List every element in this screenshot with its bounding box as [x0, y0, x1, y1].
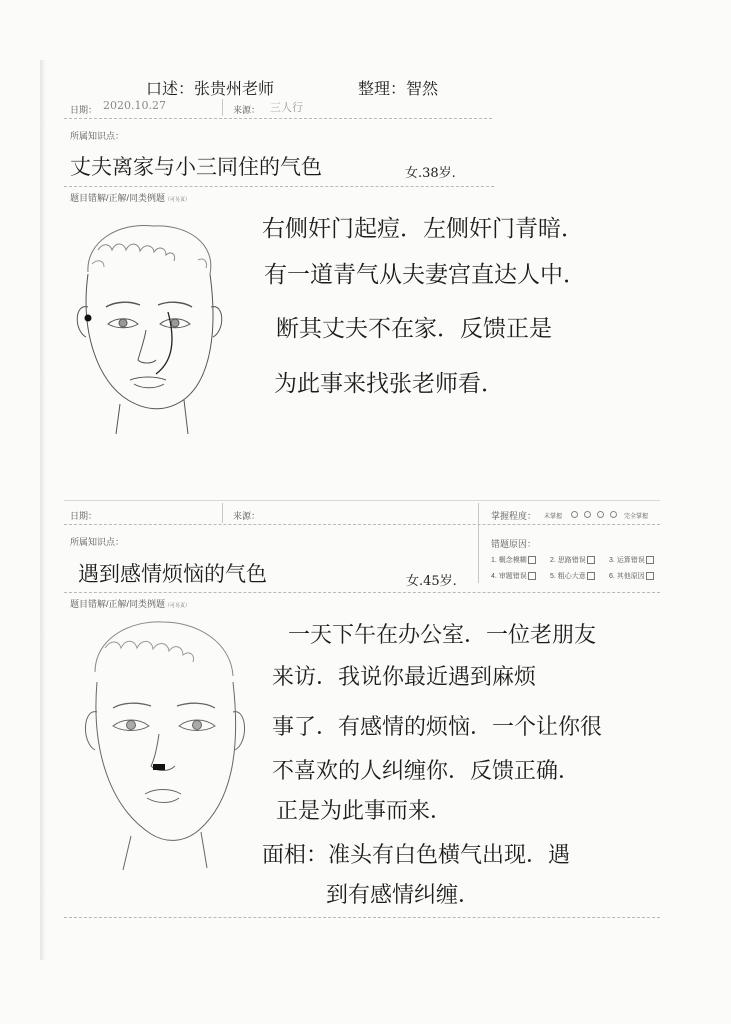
case2-line-5: 正是为此事而来．: [276, 799, 453, 824]
page-edge-shadow: [40, 60, 45, 960]
divider: [222, 99, 223, 116]
mastery-dot[interactable]: [610, 511, 617, 518]
date-label: 日期：: [70, 511, 98, 521]
rule-line: [64, 592, 660, 593]
mastery-label: 掌握程度：: [491, 511, 537, 521]
rule-line: [64, 186, 494, 187]
checkbox[interactable]: [646, 572, 654, 580]
reason-option[interactable]: 6. 其他原因: [609, 571, 654, 581]
mastery-high-label: 完全掌握: [624, 514, 649, 520]
rule-line: [64, 118, 492, 119]
checkbox[interactable]: [528, 572, 536, 580]
reason-option[interactable]: 2. 思路错误: [550, 555, 595, 565]
divider: [222, 503, 223, 523]
mastery-dot[interactable]: [584, 511, 591, 518]
mastery-low-label: 未掌握: [544, 514, 563, 520]
knowledge-point-label: 所属知识点：: [70, 537, 125, 547]
checkbox[interactable]: [587, 572, 595, 580]
knowledge-point-title: 丈夫离家与小三同住的气色: [70, 155, 322, 179]
knowledge-point-title: 遇到感情烦恼的气色: [78, 562, 267, 586]
checkbox[interactable]: [587, 556, 595, 564]
mastery-scale[interactable]: [568, 509, 620, 519]
reason-option[interactable]: 1. 概念模糊: [491, 555, 536, 565]
case1-line-4: 为此事来找张老师看．: [274, 371, 504, 397]
section-label: 题目错解/正解/同类例题（可另页）: [70, 599, 191, 609]
date-label: 日期：: [70, 105, 98, 115]
nose-tip-mark: [153, 764, 165, 770]
face-sketch-1: [58, 212, 243, 437]
source-label: 来源：: [233, 511, 261, 521]
case2-line-1: 一天下午在办公室．一位老朋友: [288, 623, 597, 648]
checkbox[interactable]: [528, 556, 536, 564]
error-reason-title: 错题原因：: [491, 539, 537, 549]
card-top-border: [64, 500, 660, 501]
narrator-note: 口述：张贵州老师: [146, 79, 275, 98]
reason-option[interactable]: 5. 粗心大意: [550, 571, 595, 581]
knowledge-point-label: 所属知识点：: [70, 131, 125, 141]
case2-line-3: 事了．有感情的烦恼．一个让你很: [272, 715, 603, 740]
case1-line-2: 有一道青气从夫妻宫直达人中．: [264, 262, 586, 288]
checkbox[interactable]: [646, 556, 654, 564]
subject-tag: 女.45岁.: [406, 574, 457, 589]
reason-option[interactable]: 3. 运算错误: [609, 555, 654, 565]
source-value: 三人行: [270, 101, 303, 114]
reason-option[interactable]: 4. 审题错误: [491, 571, 536, 581]
case2-line-6: 面相：准头有白色横气出现．遇: [262, 843, 571, 868]
face-sketch-2: [55, 612, 260, 872]
case2-line-4: 不喜欢的人纠缠你．反馈正确．: [272, 759, 581, 784]
divider: [478, 503, 479, 583]
mastery-dot[interactable]: [597, 511, 604, 518]
subject-tag: 女.38岁.: [405, 166, 456, 181]
compiler-note: 整理：智然: [358, 79, 439, 98]
rule-line: [64, 524, 660, 525]
case2-line-7: 到有感情纠缠．: [326, 883, 481, 908]
pimple-mark: [85, 315, 92, 322]
case1-line-1: 右侧奸门起痘．左侧奸门青暗．: [262, 216, 584, 242]
rule-line: [64, 917, 660, 918]
case1-line-3: 断其丈夫不在家．反馈正是: [276, 316, 552, 342]
date-value: 2020.10.27: [103, 99, 166, 112]
case2-line-2: 来访．我说你最近遇到麻烦: [272, 665, 537, 690]
mastery-dot[interactable]: [571, 511, 578, 518]
section-label: 题目错解/正解/同类例题（可另页）: [70, 193, 191, 203]
source-label: 来源：: [233, 105, 261, 115]
